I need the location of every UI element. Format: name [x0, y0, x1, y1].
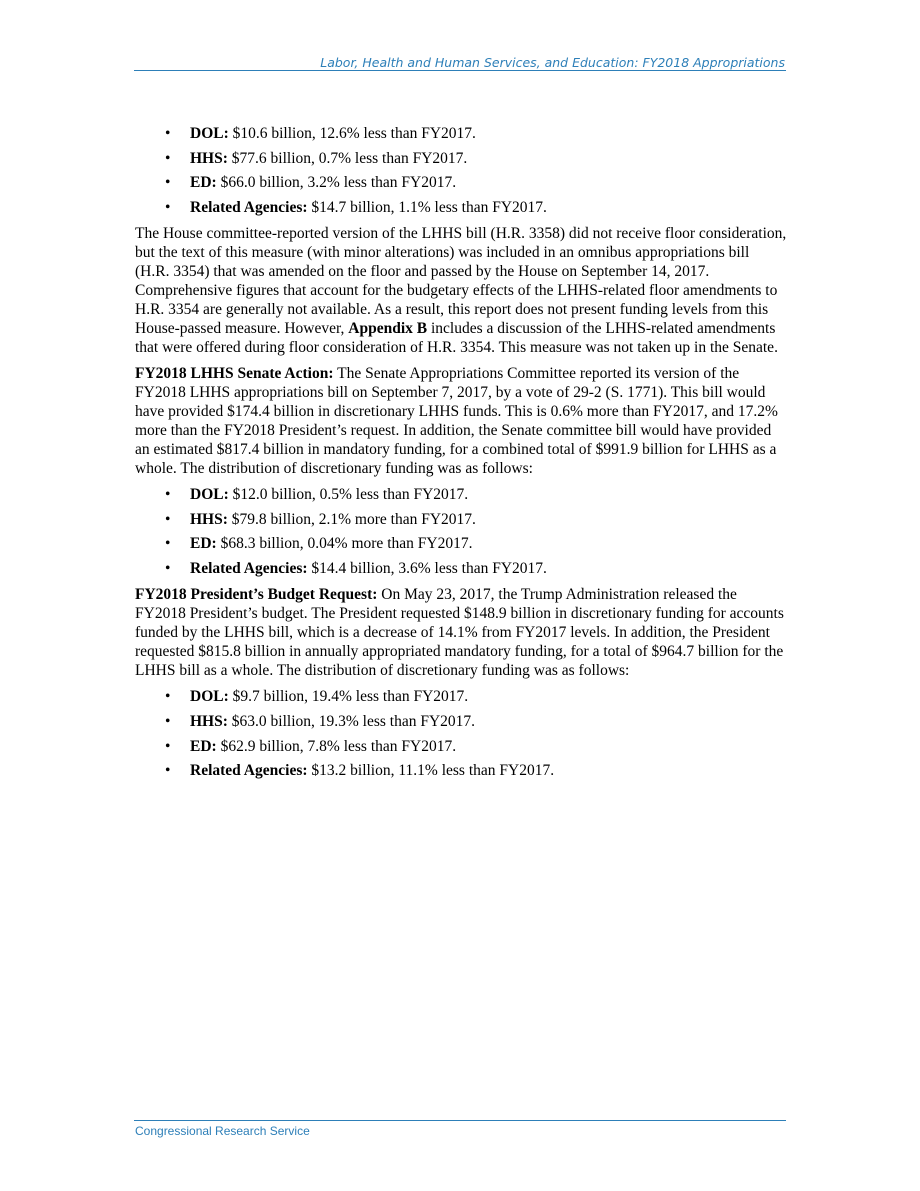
- list-item-label: ED:: [190, 535, 217, 553]
- list-item-label: Related Agencies:: [190, 762, 308, 780]
- list-item-text: $62.9 billion, 7.8% less than FY2017.: [216, 737, 457, 755]
- list-item: [135, 559, 787, 578]
- list-item-label: ED:: [190, 174, 217, 192]
- appendix-reference: Appendix B: [348, 320, 428, 338]
- bullet-icon: •: [165, 737, 171, 755]
- paragraph-text: The House committee-reported version of the LHHS bill (H.R. 3358) did not receive floor consideration, but the text of this measure (with minor alterations) was included in an omnibus appropriations bill (H.R. 3354) that was amended on the floor and passed by the House on September 14, 2017. Comprehensive figures that account for the budgetary effects of the LHHS-related floor amendments to H.R. 3354 are generally not available. As a result, this report does not present funding levels from this House-passed measure. However,: [135, 225, 787, 338]
- list-item-label: ED:: [190, 737, 217, 755]
- paragraph-text: includes a discussion of the LHHS-related amendments that were offered during floor consideration of H.R. 3354. This measure was not taken up in the Senate.: [135, 320, 778, 357]
- list-item-label: HHS:: [190, 149, 228, 167]
- list-item-text: $66.0 billion, 3.2% less than FY2017.: [216, 174, 457, 192]
- presidents-budget-paragraph: [135, 585, 787, 680]
- list-item-text: $14.4 billion, 3.6% less than FY2017.: [307, 560, 547, 578]
- list-item-label: Related Agencies:: [190, 199, 308, 217]
- house-action-paragraph: [135, 224, 787, 357]
- page-content: [135, 124, 787, 780]
- list-item: [135, 124, 787, 143]
- bullet-icon: •: [165, 149, 171, 167]
- list-item-text: $10.6 billion, 12.6% less than FY2017.: [228, 125, 476, 142]
- bullet-icon: •: [165, 762, 171, 780]
- list-item-text: $77.6 billion, 0.7% less than FY2017.: [227, 149, 468, 167]
- list-item-label: HHS:: [190, 510, 228, 528]
- running-header: [134, 54, 786, 71]
- presidents-funding-list: [135, 687, 787, 780]
- list-item: [135, 687, 787, 706]
- paragraph-text: On May 23, 2017, the Trump Administration released the FY2018 President’s budget. The President requested $148.9 billion in discretionary funding for accounts funded by the LHHS bill, which is a decrease of 14.1% from FY2017 levels. In addition, the President requested $815.8 billion in annually appropriated mandatory funding, for a total of $964.7 billion for the LHHS bill as a whole. The distribution of discretionary funding was as follows:: [135, 586, 784, 680]
- list-item: [135, 198, 787, 217]
- bullet-icon: •: [165, 688, 171, 706]
- list-item-label: HHS:: [190, 712, 228, 730]
- bullet-icon: •: [165, 712, 171, 730]
- list-item-text: $9.7 billion, 19.4% less than FY2017.: [228, 688, 469, 706]
- list-item-label: DOL:: [190, 125, 229, 142]
- list-item: [135, 534, 787, 553]
- list-item-label: DOL:: [190, 688, 229, 706]
- header-title: Labor, Health and Human Services, and Education: FY2018 Appropriations: [320, 55, 785, 70]
- bullet-icon: •: [165, 486, 171, 504]
- list-item-text: $14.7 billion, 1.1% less than FY2017.: [307, 199, 547, 217]
- list-item-label: DOL:: [190, 486, 229, 504]
- list-item: [135, 173, 787, 192]
- section-heading: FY2018 LHHS Senate Action:: [135, 365, 334, 383]
- list-item-label: Related Agencies:: [190, 560, 308, 578]
- footer-text: Congressional Research Service: [135, 1124, 310, 1138]
- bullet-icon: •: [165, 510, 171, 528]
- bullet-icon: •: [165, 199, 171, 217]
- bullet-icon: •: [165, 560, 171, 578]
- house-funding-list: [135, 124, 787, 217]
- bullet-icon: •: [165, 535, 171, 553]
- bullet-icon: •: [165, 125, 171, 142]
- list-item: [135, 510, 787, 529]
- list-item-text: $79.8 billion, 2.1% more than FY2017.: [227, 510, 476, 528]
- list-item-text: $68.3 billion, 0.04% more than FY2017.: [216, 535, 473, 553]
- list-item: [135, 761, 787, 780]
- list-item: [135, 737, 787, 756]
- running-footer: [134, 1120, 786, 1138]
- list-item: [135, 712, 787, 731]
- list-item-text: $12.0 billion, 0.5% less than FY2017.: [228, 486, 469, 504]
- senate-action-paragraph: [135, 364, 787, 478]
- paragraph-text: The Senate Appropriations Committee reported its version of the FY2018 LHHS appropriations bill on September 7, 2017, by a vote of 29-2 (S. 1771). This bill would have provided $174.4 billion in discretionary LHHS funds. This is 0.6% more than FY2017, and 17.2% more than the FY2018 President’s request. In addition, the Senate committee bill would have provided an estimated $817.4 billion in mandatory funding, for a combined total of $991.9 billion for LHHS as a whole. The distribution of discretionary funding was as follows:: [135, 365, 778, 478]
- list-item-text: $13.2 billion, 11.1% less than FY2017.: [307, 762, 555, 780]
- list-item-text: $63.0 billion, 19.3% less than FY2017.: [227, 712, 476, 730]
- list-item: [135, 149, 787, 168]
- senate-funding-list: [135, 485, 787, 578]
- bullet-icon: •: [165, 174, 171, 192]
- section-heading: FY2018 President’s Budget Request:: [135, 586, 378, 604]
- list-item: [135, 485, 787, 504]
